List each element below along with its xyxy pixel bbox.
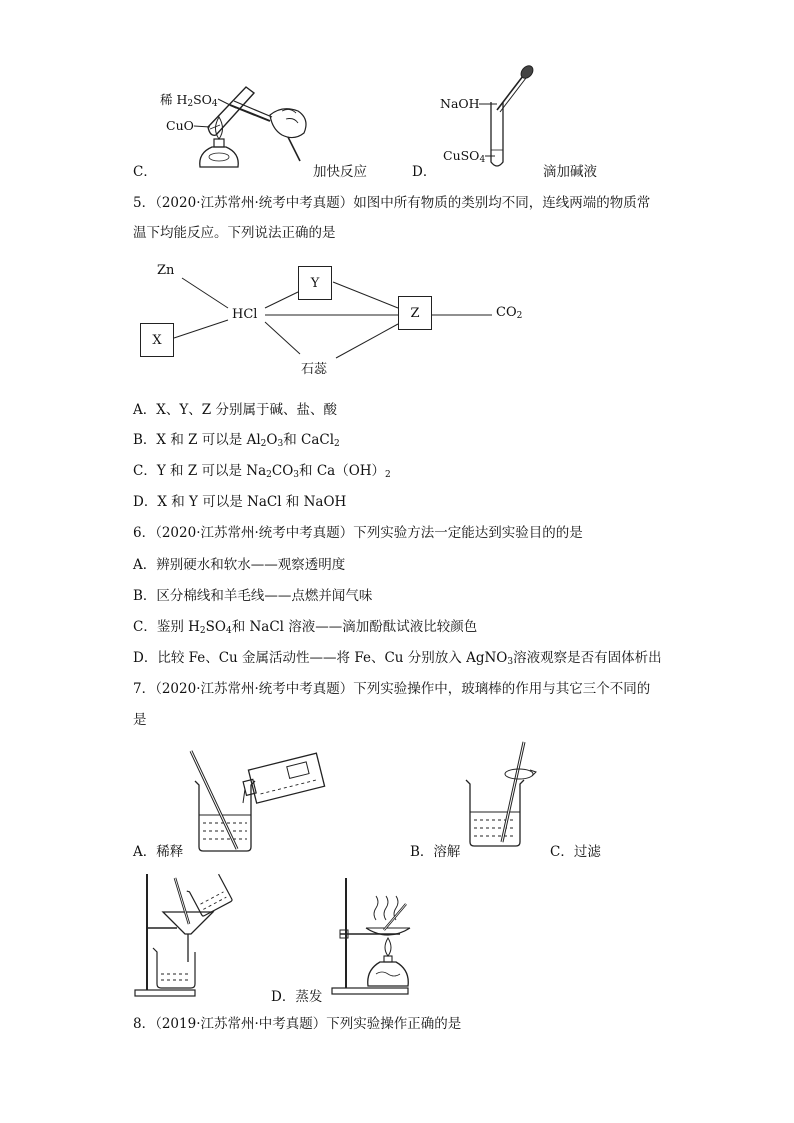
q4-option-c-caption: 加快反应	[313, 164, 367, 180]
q7-stem-line2: 是	[133, 712, 147, 728]
node-litmus: 石蕊	[301, 362, 328, 377]
label-naoh: NaOH	[440, 96, 480, 111]
label-cuso4: CuSO$_4$	[443, 148, 486, 165]
node-hcl: HCl	[232, 307, 258, 322]
q7-dissolving-illustration	[462, 738, 552, 853]
q8-stem: 8．（2019·江苏常州·中考真题）下列实验操作正确的是	[133, 1016, 462, 1032]
q7-stem-line1: 7．（2020·江苏常州·统考中考真题）下列实验操作中，玻璃棒的作用与其它三个不同的	[133, 681, 651, 697]
q6-option-d[interactable]: D．比较 Fe、Cu 金属活动性——将 Fe、Cu 分别放入 AgNO$_3$溶液观察是否有固体析出	[133, 650, 662, 667]
label-dilute-h2so4: 稀 $H_2SO_4$	[160, 92, 218, 109]
node-y-box: Y	[298, 266, 332, 300]
q7-filtration-illustration	[133, 870, 233, 1000]
node-zn: Zn	[157, 263, 175, 278]
q4-option-d-caption: 滴加碱液	[543, 164, 597, 180]
q7-evaporation-illustration	[330, 874, 430, 999]
q5-stem-line2: 温下均能反应。下列说法正确的是	[133, 225, 336, 241]
q6-stem: 6．（2020·江苏常州·统考中考真题）下列实验方法一定能达到实验目的的是	[133, 525, 583, 541]
label-cuo: CuO	[166, 118, 194, 133]
q4-option-d-letter[interactable]: D．	[412, 164, 437, 180]
q4-option-c-letter[interactable]: C．	[133, 164, 157, 180]
q6-option-a[interactable]: A．辨别硬水和软水——观察透明度	[133, 557, 346, 573]
q5-option-c[interactable]: C．Y 和 Z 可以是 $Na_2CO_3$和 $Ca(OH)_2$	[133, 463, 391, 480]
q7-option-b[interactable]: B．溶解	[410, 844, 461, 860]
q7-option-c[interactable]: C．过滤	[550, 844, 601, 860]
diagram-connector-lines	[140, 258, 540, 388]
q5-option-a[interactable]: A．X、Y、Z 分别属于碱、盐、酸	[133, 402, 337, 418]
q5-option-d[interactable]: D．X 和 Y 可以是 NaCl 和 NaOH	[133, 494, 347, 510]
dropper-test-tube-illustration	[475, 62, 555, 172]
q7-option-a[interactable]: A．稀释	[133, 844, 184, 860]
node-x-box: X	[140, 323, 174, 357]
node-z-box: Z	[398, 296, 432, 330]
node-co2: $CO_2$	[496, 305, 523, 321]
q5-stem-line1: 5．（2020·江苏常州·统考中考真题）如图中所有物质的类别均不同，连线两端的物质常	[133, 195, 651, 211]
q6-option-c[interactable]: C．鉴别 $H_2SO_4$和 NaCl 溶液——滴加酚酞试液比较颜色	[133, 619, 478, 636]
q6-option-b[interactable]: B．区分棉线和羊毛线——点燃并闻气味	[133, 588, 373, 604]
q7-option-d[interactable]: D．蒸发	[271, 989, 323, 1005]
q7-dilution-illustration	[185, 745, 345, 855]
q5-option-b[interactable]: B．X 和 Z 可以是 $Al_2O_3$和 CaCl$_2$	[133, 432, 340, 449]
